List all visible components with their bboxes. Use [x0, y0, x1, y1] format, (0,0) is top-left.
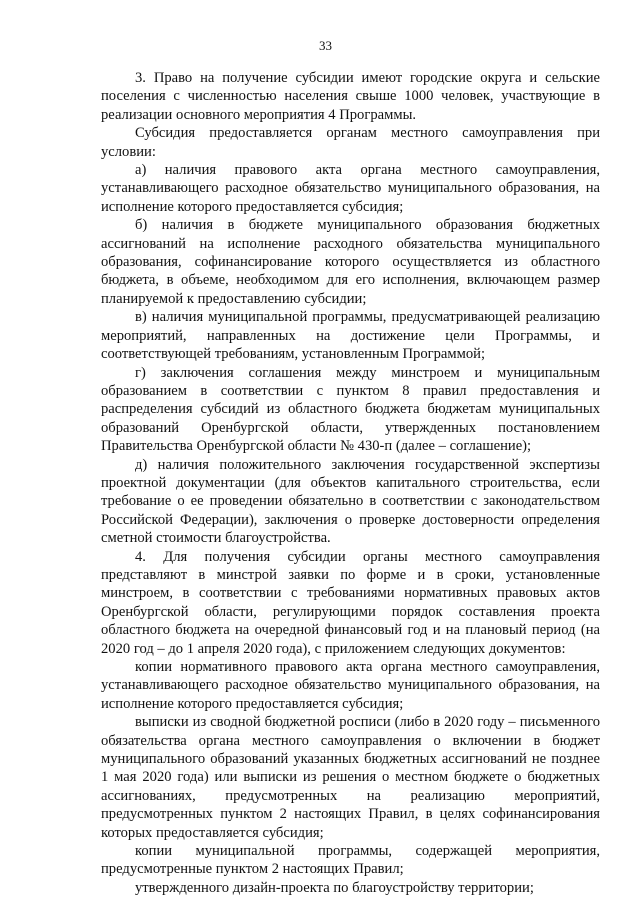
- page-number: 33: [319, 38, 332, 53]
- paragraph-condition-v: в) наличия муниципальной программы, предусматривающей реализацию мероприятий, направленных на достижение цели Программы, и соответствующей требованиям, установленным Программой;: [101, 309, 600, 363]
- paragraph-doc-design-project: утвержденного дизайн-проекта по благоустройству территории;: [135, 879, 534, 896]
- paragraph-doc-program-copy: копии муниципальной программы, содержащей мероприятия, предусмотренные пунктом 2 настоящих Правил;: [101, 843, 600, 878]
- paragraph-doc-budget-extract: выписки из сводной бюджетной росписи (либо в 2020 году – письменного обязательства органа местного самоуправления о включении в бюджет муниципального образований указанных бюджетных ассигнований не позднее 1 мая 2020 года) или выписки из решения о местном бюджете о бюджетных ассигнованиях, предусмотренных на реализацию мероприятий, предусмотренных пунктом 2 настоящих Правил, в целях софинансирования которых предоставляется субсидия;: [101, 714, 600, 841]
- paragraph-subsidy-conditions: Субсидия предоставляется органам местного самоуправления при условии:: [101, 125, 600, 160]
- paragraph-condition-d: д) наличия положительного заключения государственной экспертизы проектной документации (для объектов капитального строительства, если требование о ее проведении обязательно в соответствии с законодательством Российской Федерации), заключения о проверке достоверности определения сметной стоимости благоустройства.: [101, 456, 600, 547]
- paragraph-3-right-to-subsidy: 3. Право на получение субсидии имеют городские округа и сельские поселения с численностью населения свыше 1000 человек, участвующие в реализации основного мероприятия 4 Программы.: [101, 70, 600, 123]
- paragraph-condition-a: а) наличия правового акта органа местного самоуправления, устанавливающего расходное обязательство муниципального образования, на исполнение которого предоставляется субсидия;: [101, 162, 600, 215]
- paragraph-doc-legal-act-copy: копии нормативного правового акта органа местного самоуправления, устанавливающего расходное обязательство муниципального образования, на исполнение которого предоставляется субсидия;: [101, 659, 600, 712]
- paragraph-condition-g: г) заключения соглашения между минстроем и муниципальным образованием в соответствии с пунктом 8 правил предоставления и распределения субсидий из областного бюджета бюджетам муниципальных образований Оренбургской области, утвержденных постановлением Правительства Оренбургской области № 430-п (далее – соглашение);: [101, 364, 600, 455]
- paragraph-4-application: 4. Для получения субсидии органы местного самоуправления представляют в минстрой заявки по форме и в сроки, установленные минстроем, в соответствии с требованиями нормативных правовых актов Оренбургской области, регулирующими порядок составления проекта областного бюджета на очередной финансовый год и на плановый период (на 2020 год – до 1 апреля 2020 года), с приложением следующих документов:: [101, 548, 600, 657]
- paragraph-condition-b: б) наличия в бюджете муниципального образования бюджетных ассигнований на исполнение расходного обязательства муниципального образования, софинансирование которого осуществляется из областного бюджета, в объеме, необходимом для его исполнения, включающем размер планируемой к предоставлению субсидии;: [101, 217, 600, 307]
